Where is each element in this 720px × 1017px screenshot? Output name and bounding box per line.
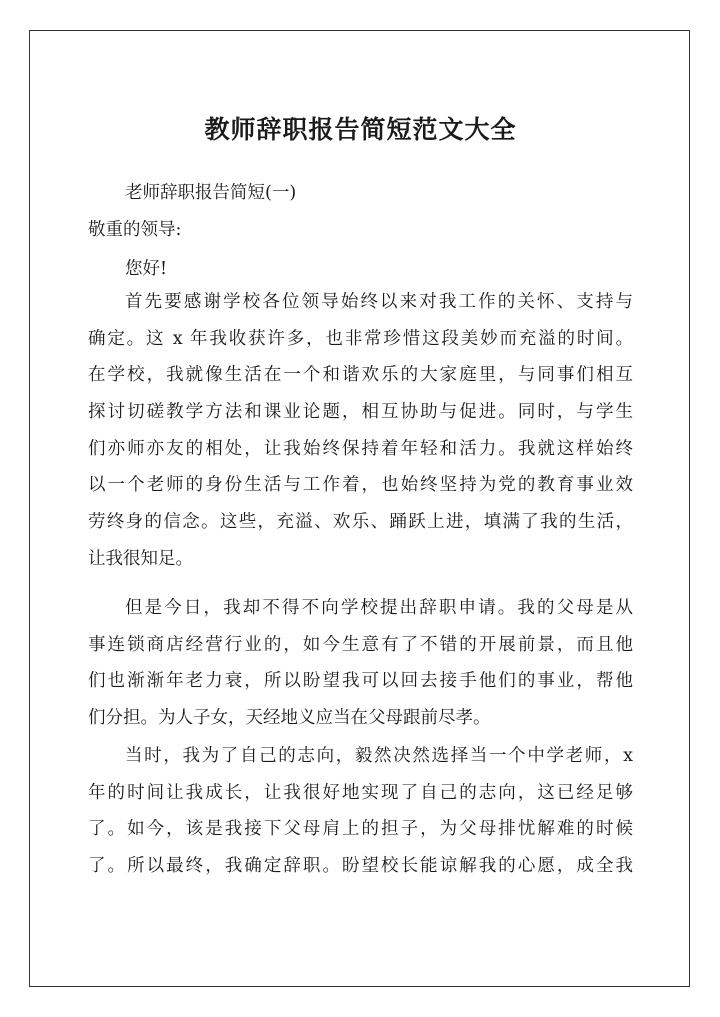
document-subtitle: 老师辞职报告简短(一) (125, 183, 297, 203)
text-line: 们分担。为人子女，天经地义应当在父母跟前尽孝。 (88, 708, 491, 729)
text-line: 了。所以最终，我确定辞职。盼望校长能谅解我的心愿，成全我 (88, 856, 633, 877)
text-line: 了。如今，该是我接下父母肩上的担子，为父母排忧解难的时候 (88, 819, 633, 840)
text-line: 在学校，我就像生活在一个和谐欢乐的大家庭里，与同事们相互 (88, 365, 633, 386)
text-line: 以一个老师的身份生活与工作着，也始终坚持为党的教育事业效 (88, 475, 633, 496)
paragraph-1 (88, 284, 633, 578)
text-line: 事连锁商店经营行业的，如今生意有了不错的开展前景，而且他 (88, 634, 633, 655)
document-title: 教师辞职报告简短范文大全 (204, 115, 517, 144)
text-line: 首先要感谢学校各位领导始终以来对我工作的关怀、支持与 (125, 292, 633, 312)
salutation: 敬重的领导: (88, 220, 182, 240)
text-line: 们也渐渐年老力衰，所以盼望我可以回去接手他们的事业，帮他 (88, 671, 633, 692)
text-line: 劳终身的信念。这些，充溢、欢乐、踊跃上进，填满了我的生活， (88, 512, 633, 533)
greeting: 您好! (125, 259, 168, 279)
text-line: 但是今日，我却不得不向学校提出辞职申请。我的父母是从 (125, 598, 633, 618)
text-line: 探讨切磋教学方法和课业论题，相互协助与促进。同时，与学生 (88, 402, 633, 423)
text-line: 年的时间让我成长，让我很好地实现了自己的志向，这已经足够 (88, 782, 633, 803)
text-line: 当时，我为了自己的志向，毅然决然选择当一个中学老师，x (125, 746, 633, 766)
paragraph-3 (88, 738, 633, 885)
paragraph-2 (88, 590, 633, 737)
text-line: 让我很知足。 (88, 548, 193, 569)
text-line: 们亦师亦友的相处，让我始终保持着年轻和活力。我就这样始终 (88, 438, 633, 459)
text-line: 确定。这 x 年我收获许多，也非常珍惜这段美妙而充溢的时间。 (88, 328, 633, 349)
